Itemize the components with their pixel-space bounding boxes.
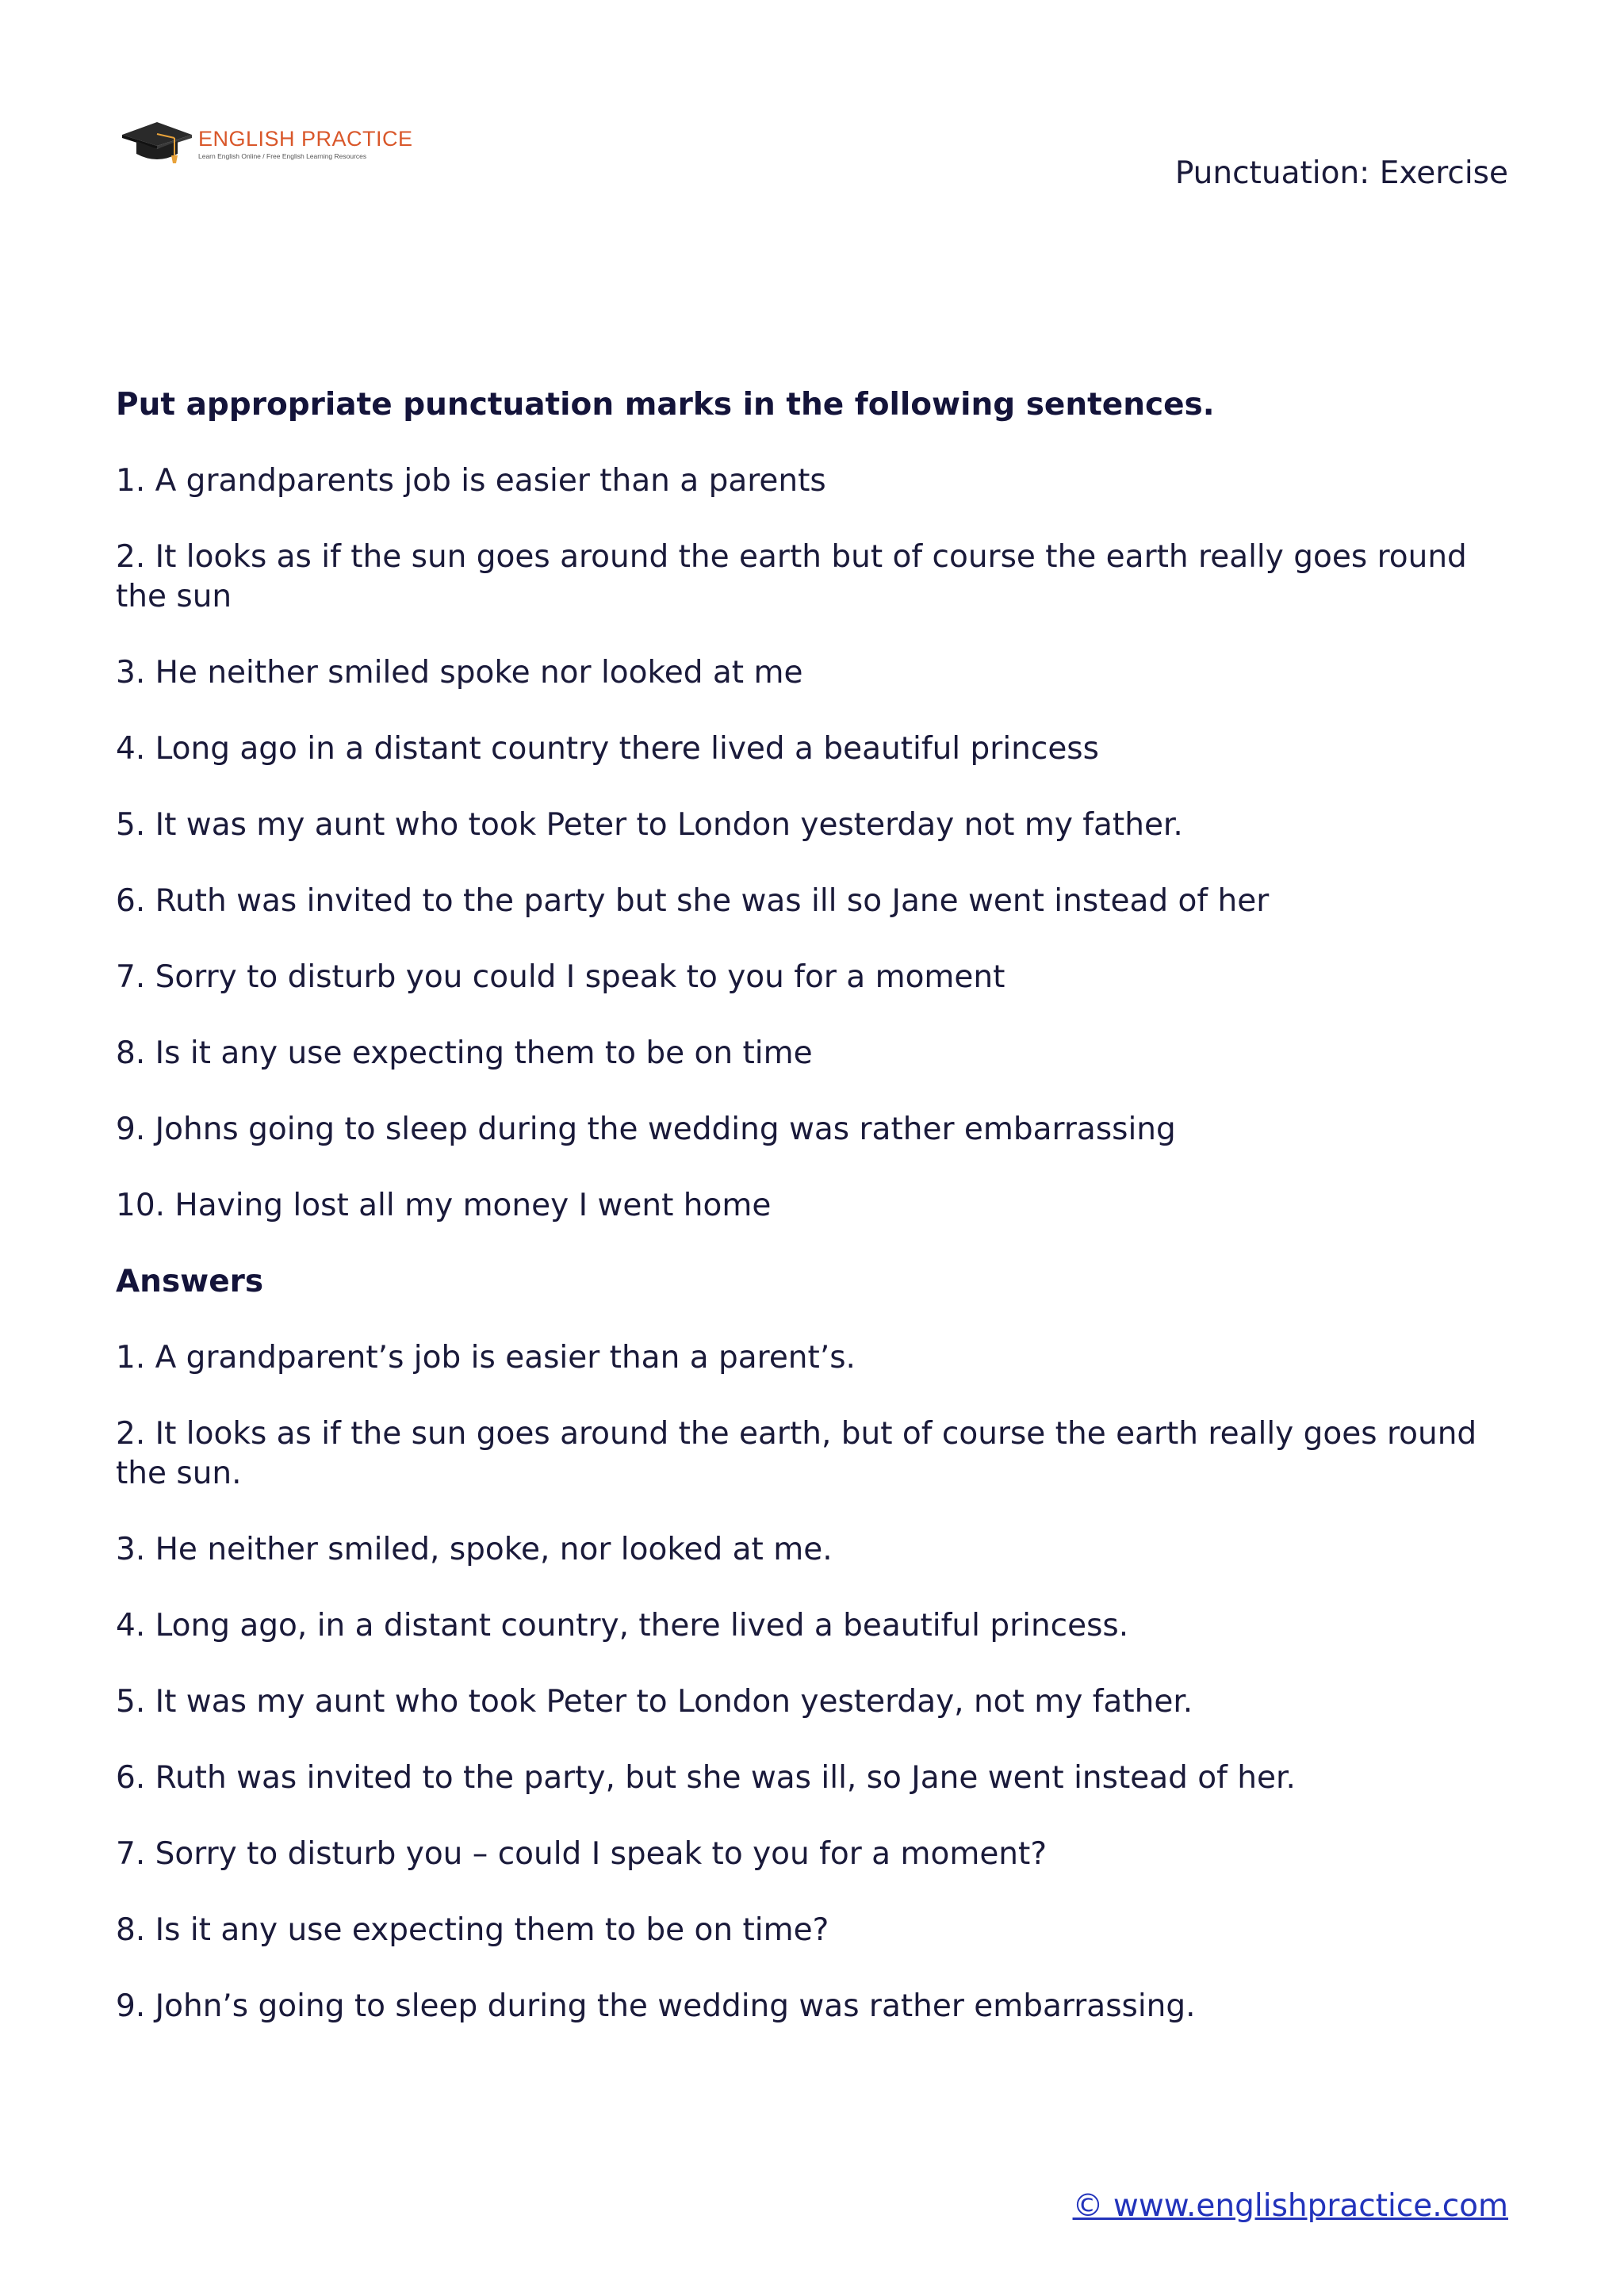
answer-item: 5. It was my aunt who took Peter to London yesterday, not my father. <box>116 1684 1193 1720</box>
exercise-item: 8. Is it any use expecting them to be on time <box>116 1035 813 1071</box>
exercise-item: 2. It looks as if the sun goes around the earth but of course the earth really goes round the sun <box>116 539 1467 614</box>
answers-heading: Answers <box>116 1264 264 1299</box>
exercise-item: 9. Johns going to sleep during the wedding was rather embarrassing <box>116 1112 1176 1147</box>
answer-item: 7. Sorry to disturb you – could I speak to you for a moment? <box>116 1836 1048 1872</box>
exercise-item: 3. He neither smiled spoke nor looked at me <box>116 655 803 691</box>
answer-item: 6. Ruth was invited to the party, but she was ill, so Jane went instead of her. <box>116 1760 1296 1796</box>
answer-item: 2. It looks as if the sun goes around the earth, but of course the earth really goes round the sun. <box>116 1416 1477 1491</box>
exercise-item: 10. Having lost all my money I went home <box>116 1188 772 1223</box>
answer-item: 4. Long ago, in a distant country, there lived a beautiful princess. <box>116 1608 1129 1644</box>
graduation-cap-icon <box>119 117 195 168</box>
answer-item: 9. John’s going to sleep during the wedding was rather embarrassing. <box>116 1988 1196 2024</box>
exercise-heading: Put appropriate punctuation marks in the following sentences. <box>116 387 1215 423</box>
exercise-item: 7. Sorry to disturb you could I speak to you for a moment <box>116 959 1005 995</box>
footer-website-link[interactable]: © www.englishpractice.com <box>1072 2188 1508 2224</box>
exercise-item: 5. It was my aunt who took Peter to London yesterday not my father. <box>116 807 1183 843</box>
document-content <box>116 385 1508 2063</box>
logo-tagline: Learn English Online / Free English Learning Resources <box>198 152 367 160</box>
exercise-item: 1. A grandparents job is easier than a parents <box>116 463 826 499</box>
answer-item: 1. A grandparent’s job is easier than a parent’s. <box>116 1340 856 1376</box>
answer-item: 8. Is it any use expecting them to be on time? <box>116 1912 829 1948</box>
document-title: Punctuation: Exercise <box>1174 155 1508 191</box>
exercise-item: 6. Ruth was invited to the party but she was ill so Jane went instead of her <box>116 883 1270 919</box>
answer-item: 3. He neither smiled, spoke, nor looked at me. <box>116 1532 833 1567</box>
logo-name: ENGLISH PRACTICE <box>198 127 413 151</box>
site-logo[interactable] <box>119 117 413 168</box>
exercise-item: 4. Long ago in a distant country there lived a beautiful princess <box>116 731 1099 767</box>
